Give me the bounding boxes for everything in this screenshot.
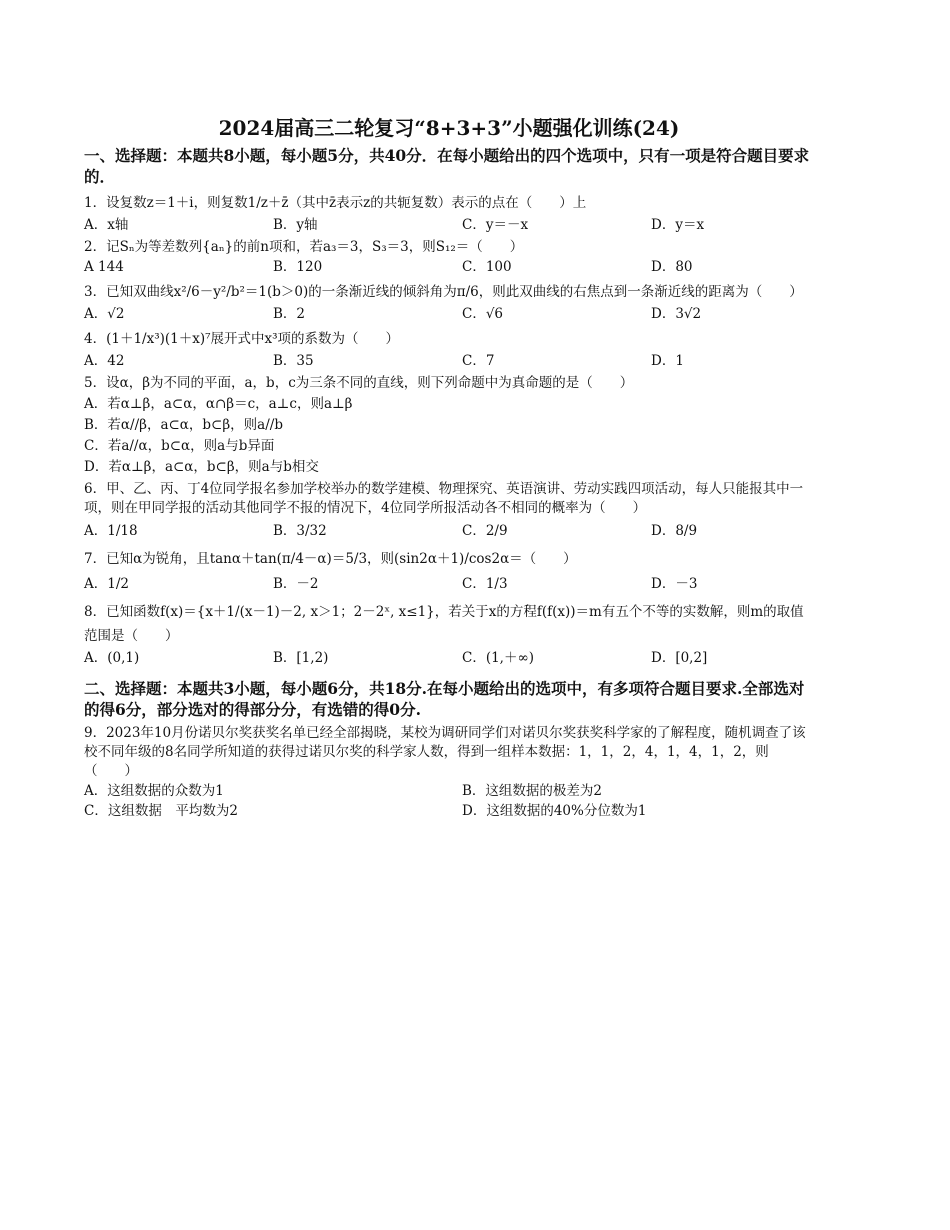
q3-option-b: B．2: [273, 306, 306, 322]
q8-option-b: B．[1,2): [273, 650, 329, 666]
q7-option-b: B．－2: [273, 576, 319, 592]
q3-option-a: A．√2: [84, 306, 125, 322]
question-4-options: [84, 351, 814, 371]
q4-option-d: D．1: [651, 353, 684, 369]
q9-option-d: D．这组数据的40%分位数为1: [462, 803, 647, 819]
q2-option-a: A 144: [84, 259, 124, 275]
q7-option-a: A．1/2: [84, 576, 129, 592]
question-3-options: [84, 304, 814, 324]
q2-option-c: C．100: [462, 259, 512, 275]
question-2: 2．记Sₙ为等差数列{aₙ}的前n项和，若a₃＝3，S₃＝3，则S₁₂＝（ ）: [84, 239, 524, 255]
q1-option-c: C．y＝－x: [462, 217, 529, 233]
q6-option-a: A．1/18: [84, 523, 138, 539]
question-9-options: [84, 781, 814, 821]
q1-option-a: A．x轴: [84, 217, 129, 233]
q6-option-d: D．8/9: [651, 523, 698, 539]
question-8-options: [84, 648, 814, 668]
q9-option-b: B．这组数据的极差为2: [462, 783, 603, 799]
q8-option-a: A．(0,1): [84, 650, 140, 666]
q3-option-d: D．3√2: [651, 306, 702, 322]
q7-option-c: C．1/3: [462, 576, 508, 592]
question-9: 9．2023年10月份诺贝尔奖获奖名单已经全部揭晓，某校为调研同学们对诺贝尔奖获奖科学家的了解程度，随机调查了该校不同年级的8名同学所知道的获得过诺贝尔奖的科学家人数，得到一组样本数据：1，1，2，4，1，4，1，2，则（ ）: [84, 725, 806, 779]
q6-option-c: C．2/9: [462, 523, 508, 539]
question-3: 3．已知双曲线x²/6－y²/b²＝1(b＞0)的一条渐近线的倾斜角为π/6，则此双曲线的右焦点到一条渐近线的距离为（ ）: [84, 284, 803, 300]
q1-option-d: D．y＝x: [651, 217, 705, 233]
q4-option-c: C．7: [462, 353, 495, 369]
q9-option-c: C．这组数据 平均数为2: [84, 803, 238, 819]
q4-option-b: B．35: [273, 353, 314, 369]
page-title: 2024届高三二轮复习“8+3+3”小题强化训练(24): [218, 116, 680, 140]
question-1-options: [84, 215, 814, 235]
section-2-instructions: 二、选择题：本题共3小题，每小题6分，共18分.在每小题给出的选项中，有多项符合题目要求.全部选对的得6分，部分选对的得部分分，有选错的得0分.: [84, 679, 805, 719]
q8-option-c: C．(1,＋∞): [462, 650, 534, 666]
question-7-options: [84, 571, 814, 597]
q9-option-a: A．这组数据的众数为1: [84, 783, 224, 799]
question-5: 5．设α，β为不同的平面，a，b，c为三条不同的直线，则下列命题中为真命题的是（ ）: [84, 375, 634, 391]
question-6-options: [84, 518, 814, 544]
q5-option-b: B．若α//β，a⊂α，b⊂β，则a//b: [84, 417, 283, 433]
worksheet: [84, 112, 814, 821]
question-1: 1．设复数z＝1＋i，则复数1/z＋z̄（其中z̄表示z的共轭复数）表示的点在（ ）上: [84, 195, 587, 211]
q4-option-a: A．42: [84, 353, 125, 369]
q5-option-a: A．若α⊥β，a⊂α，α∩β＝c，a⊥c，则a⊥β: [84, 396, 353, 412]
q2-option-b: B．120: [273, 259, 323, 275]
q6-option-b: B．3/32: [273, 523, 327, 539]
question-2-options: [84, 257, 814, 277]
section-1-instructions: 一、选择题：本题共8小题，每小题5分，共40分．在每小题给出的四个选项中，只有一项是符合题目要求的．: [84, 146, 810, 186]
q5-option-c: C．若a//α，b⊂α，则a与b异面: [84, 438, 275, 454]
question-6: 6．甲、乙、丙、丁4位同学报名参加学校举办的数学建模、物理探究、英语演讲、劳动实践四项活动，每人只能报其中一项，则在甲同学报的活动其他同学不报的情况下，4位同学所报活动各不相同的概率为（ ）: [84, 481, 804, 516]
q1-option-b: B．y轴: [273, 217, 318, 233]
question-4: 4．(1＋1/x³)(1＋x)⁷展开式中x³项的系数为（ ）: [84, 331, 400, 347]
q8-option-d: D．[0,2]: [651, 650, 708, 666]
q3-option-c: C．√6: [462, 306, 504, 322]
q2-option-d: D．80: [651, 259, 693, 275]
q5-option-d: D．若α⊥β，a⊂α，b⊂β，则a与b相交: [84, 459, 319, 475]
q7-option-d: D．－3: [651, 576, 698, 592]
question-7: 7．已知α为锐角，且tanα＋tan(π/4－α)＝5/3，则(sin2α＋1)/cos2α＝（ ）: [84, 551, 577, 567]
question-8: 8．已知函数f(x)＝{x＋1/(x－1)－2, x＞1；2－2ˣ, x≤1}，若关于x的方程f(f(x))＝m有五个不等的实数解，则m的取值范围是（ ）: [84, 604, 804, 644]
